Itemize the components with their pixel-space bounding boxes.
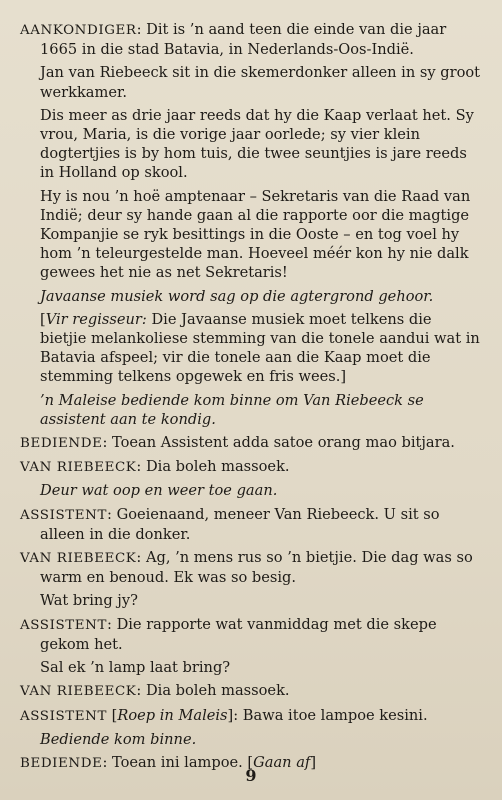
speech-van-riebeeck: VAN RIEBEECK: Dia boleh massoek.: [20, 682, 290, 700]
speech-continuation: Sal ek ’n lamp laat bring?: [40, 659, 231, 677]
speaker-name: AANKONDIGER: [20, 23, 137, 38]
speaker-name: BEDIENDE: [20, 436, 103, 452]
speaker-name: VAN RIEBEECK: [20, 551, 137, 567]
speech-aankondiger: AANKONDIGER: Dit is ’n aand teen die einde van die jaar 1665 in die stad Batavia, in Nederlands-Oos-Indië.: [20, 21, 447, 59]
speech-text: Toean Assistent adda satoe orang mao bitjara.: [112, 434, 455, 452]
speech-text: Dit is ’n aand teen die einde van die jaar 1665 in die stad Batavia, in Nederlands-Oos-Indië.: [40, 21, 447, 59]
narration-paragraph: Hy is nou ’n hoë amptenaar – Sekretaris van die Raad van Indië; deur sy hande gaan al die rapporte oor die magtige Kompanjie se ryk besittings in die Ooste – en tog voel hy hom ’n teleurgestelde man. Hoeveel méér kon hy nie dalk gewees het nie as net Sekretaris!: [40, 187, 471, 282]
speech-text: Ag, ’n mens rus so ’n bietjie. Die dag was so warm en benoud. Ek was so besig.: [40, 549, 473, 587]
speaker-name: VAN RIEBEECK: [20, 684, 137, 700]
speaker-name: ASSISTENT: [20, 617, 107, 633]
director-note: [Vir regisseur: Die Javaanse musiek moet telkens die bietjie melankoliese stemming van die tonele aandui wat in Batavia afspeel; vir die tonele aan die Kaap moet die stemming telkens opgewek en fris wees.]: [40, 310, 480, 386]
stage-direction: Deur wat oop en weer toe gaan.: [40, 482, 278, 500]
speech-assistent: ASSISTENT: Goeienaand, meneer Van Riebeeck. U sit so alleen in die donker.: [20, 505, 440, 543]
speaker-name: ASSISTENT: [20, 507, 107, 523]
speaker-name: BEDIENDE: [20, 755, 103, 771]
speech-text: Bawa itoe lampoe kesini.: [242, 706, 428, 724]
inline-stage-direction: Roep in Maleis: [117, 706, 228, 724]
play-text: [20, 20, 480, 773]
inline-stage-direction: Gaan af: [253, 753, 311, 771]
stage-direction: Bediende kom binne.: [40, 730, 197, 748]
speech-van-riebeeck: VAN RIEBEECK: Ag, ’n mens rus so ’n bietjie. Die dag was so warm en benoud. Ek was so besig.: [20, 549, 473, 587]
speech-bediende: BEDIENDE: Toean ini lampoe. [Gaan af]: [20, 753, 317, 771]
speech-text: Toean ini lampoe.: [112, 753, 248, 771]
speech-text: Die rapporte wat vanmiddag met die skepe gekom het.: [40, 615, 437, 653]
speech-bediende: BEDIENDE: Toean Assistent adda satoe orang mao bitjara.: [20, 434, 455, 452]
speech-assistent: ASSISTENT [Roep in Maleis]: Bawa itoe lampoe kesini.: [20, 706, 428, 724]
speaker-name: ASSISTENT: [20, 708, 107, 724]
speech-text: Dia boleh massoek.: [145, 458, 290, 476]
speech-continuation: Wat bring jy?: [40, 592, 138, 610]
speech-text: Dia boleh massoek.: [145, 682, 290, 700]
page-number: 9: [245, 766, 257, 785]
speech-van-riebeeck: VAN RIEBEECK: Dia boleh massoek.: [20, 458, 290, 476]
stage-direction: ’n Maleise bediende kom binne om Van Riebeeck se assistent aan te kondig.: [40, 391, 424, 428]
narration-paragraph: Jan van Riebeeck sit in die skemerdonker alleen in sy groot werkkamer.: [40, 64, 481, 101]
speech-assistent: ASSISTENT: Die rapporte wat vanmiddag met die skepe gekom het.: [20, 615, 437, 653]
stage-direction: Javaanse musiek word sag op die agtergrond gehoor.: [40, 287, 434, 305]
speech-text: Goeienaand, meneer Van Riebeeck. U sit so alleen in die donker.: [40, 505, 440, 543]
speaker-name: VAN RIEBEECK: [20, 460, 137, 476]
narration-paragraph: Dis meer as drie jaar reeds dat hy die Kaap verlaat het. Sy vrou, Maria, is die vorige jaar oorlede; sy vier klein dogtertjies is by hom tuis, die twee seuntjies is jare reeds in Holland op skool.: [40, 106, 474, 182]
